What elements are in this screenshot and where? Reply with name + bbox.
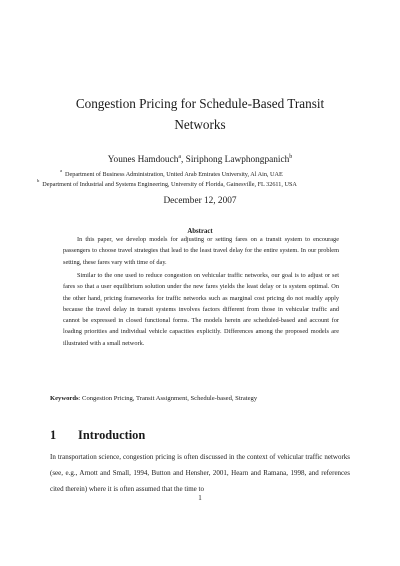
keywords-text: : Congestion Pricing, Transit Assignment, Schedule-based, Strategy (78, 395, 258, 402)
affiliation-mark: a (60, 168, 63, 173)
keywords (50, 394, 350, 403)
affiliation-text: Department of Industrial and Systems Engineering, University of Florida, Gainesville, FL 32611, USA (42, 181, 297, 189)
keywords-label: Keywords (50, 395, 79, 402)
intro-paragraph: In transportation science, congestion pricing is often discussed in the context of vehicular traffic networks (see, e.g., Arnott and Small, 1994, Button and Hensher, 2001, Hearn and Ramana, 1998, and references cited therein) where it is often assumed that the time to (50, 453, 350, 493)
abstract-heading: Abstract (187, 228, 213, 235)
page-number: 1 (198, 494, 202, 502)
author-name-2: , Siriphong Lawphongpanich (181, 155, 290, 166)
abstract-paragraph: Similar to the one used to reduce congestion on vehicular traffic networks, our goal is to adjust or set fares so that a user equilibrium solution under the new fares yields the least delay or is system optimal. On the other hand, pricing frameworks for traffic networks such as marginal cost pricing do not readily apply because the travel delay in transit systems involves factors different from those in vehicular traffic and cannot be expressed in closed functional forms. The models herein are scheduled-based and account for loading priorities and individual vehicle capacities explicitly. Differences among the proposed models are illustrated with a small network. (63, 272, 339, 347)
section-number: 1 (50, 428, 57, 442)
author-line (40, 151, 360, 166)
affiliation-text: Department of Business Administration, United Arab Emirates University, Al Ain, UAE (65, 171, 283, 179)
section-heading (50, 428, 145, 443)
paper-title: Congestion Pricing for Schedule-Based Transit Networks (75, 96, 325, 132)
affiliation-b (37, 178, 297, 189)
abstract-paragraph: In this paper, we develop models for adjusting or setting fares on a transit system to encourage passengers to choose travel strategies that lead to the least travel delay for the entire system. In our problem setting, these fares vary with time of day. (63, 236, 339, 266)
author-name-1: Younes Hamdouch (107, 155, 179, 166)
author-mark-a: a (178, 154, 182, 160)
affiliation-mark: b (37, 178, 40, 183)
author-mark-b: b (289, 154, 293, 160)
section-title: Introduction (78, 428, 146, 442)
paper-date: December 12, 2007 (163, 196, 237, 206)
